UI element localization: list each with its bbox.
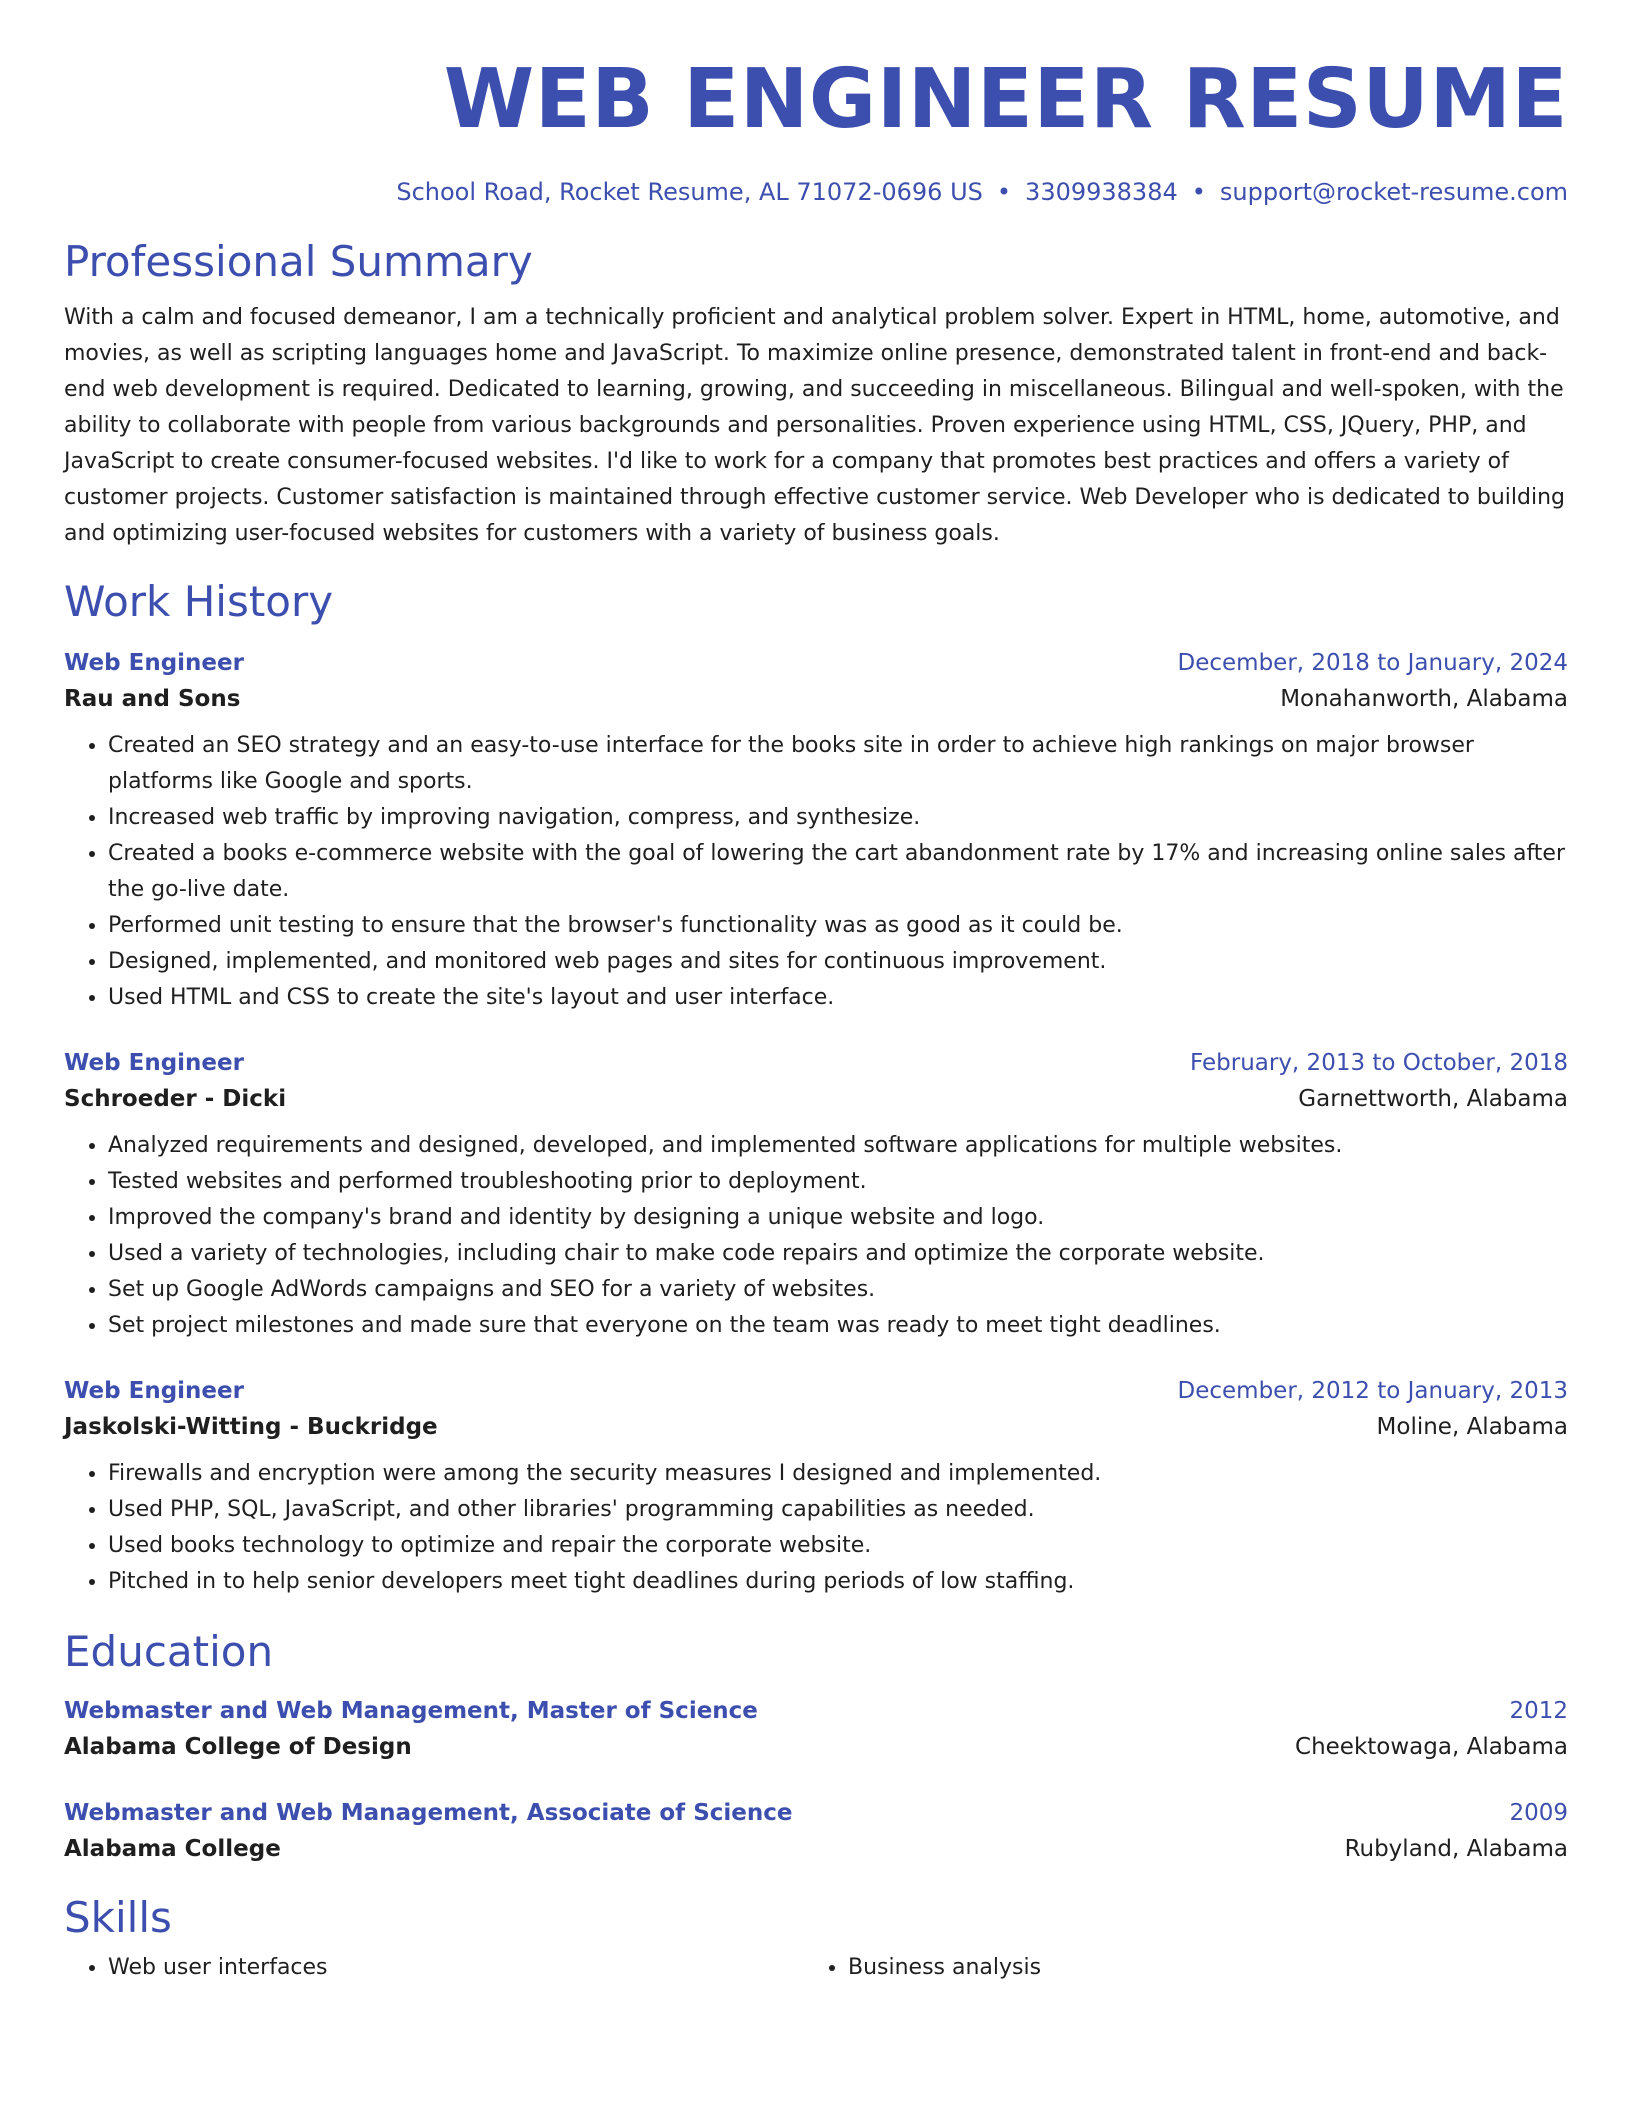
school-location: Rubyland, Alabama — [1344, 1836, 1568, 1862]
degree-name: Webmaster and Web Management, Associate of Science — [64, 1800, 793, 1826]
contact-line — [64, 176, 1568, 208]
school-location: Cheektowaga, Alabama — [1295, 1734, 1568, 1760]
job-role: Web Engineer — [64, 1050, 244, 1076]
job-bullets — [64, 728, 1568, 1016]
school-name: Alabama College — [64, 1836, 281, 1862]
skills-column-left — [64, 1950, 804, 1986]
education-section — [64, 1626, 1568, 1868]
education-entry — [64, 1796, 1568, 1868]
job-bullet: • Analyzed requirements and designed, developed, and implemented software applications for multiple websites. — [108, 1128, 1568, 1164]
job-entry — [64, 1374, 1568, 1600]
job-company: Jaskolski-Witting - Buckridge — [64, 1414, 438, 1440]
resume-title: WEB ENGINEER RESUME — [443, 52, 1568, 147]
resume-header — [64, 0, 1568, 208]
summary-text: With a calm and focused demeanor, I am a technically proficient and analytical problem solver. Expert in HTML, home, automotive, and movies, as well as scripting languages home and JavaScript. To maximize online presence, demonstrated talent in front-end and back-end web development is required. Dedicated to learning, growing, and succeeding in miscellaneous. Bilingual and well-spoken, with the ability to collaborate with people from various backgrounds and personalities. Proven experience using HTML, CSS, JQuery, PHP, and JavaScript to create consumer-focused websites. I'd like to work for a company that promotes best practices and offers a variety of customer projects. Customer satisfaction is maintained through effective customer service. Web Developer who is dedicated to building and optimizing user-focused websites for customers with a variety of business goals. — [64, 305, 1565, 546]
job-company: Schroeder - Dicki — [64, 1086, 287, 1112]
job-location: Garnettworth, Alabama — [1298, 1086, 1568, 1112]
job-company: Rau and Sons — [64, 686, 241, 712]
job-bullet: • Set project milestones and made sure that everyone on the team was ready to meet tight deadlines. — [108, 1308, 1568, 1344]
contact-phone: 3309938384 — [1025, 178, 1178, 206]
section-title-education: Education — [64, 1627, 274, 1676]
job-entry — [64, 1046, 1568, 1344]
degree-name: Webmaster and Web Management, Master of Science — [64, 1698, 758, 1724]
job-bullet: • Used books technology to optimize and repair the corporate website. — [108, 1528, 1568, 1564]
job-dates: February, 2013 to October, 2018 — [1190, 1050, 1568, 1076]
job-bullet: • Set up Google AdWords campaigns and SEO for a variety of websites. — [108, 1272, 1568, 1308]
job-location: Moline, Alabama — [1376, 1414, 1568, 1440]
job-bullet: • Designed, implemented, and monitored web pages and sites for continuous improvement. — [108, 944, 1568, 980]
job-location: Monahanworth, Alabama — [1280, 686, 1568, 712]
job-bullet: • Increased web traffic by improving navigation, compress, and synthesize. — [108, 800, 1568, 836]
job-bullets — [64, 1128, 1568, 1344]
job-bullet: • Created a books e-commerce website with the goal of lowering the cart abandonment rate by 17% and increasing online sales after the go-live date. — [108, 836, 1568, 908]
school-name: Alabama College of Design — [64, 1734, 412, 1760]
job-entry — [64, 646, 1568, 1016]
degree-year: 2009 — [1509, 1800, 1568, 1826]
job-bullet: • Improved the company's brand and identity by designing a unique website and logo. — [108, 1200, 1568, 1236]
contact-address: School Road, Rocket Resume, AL 71072-0696 US — [396, 178, 983, 206]
education-entry — [64, 1694, 1568, 1766]
section-title-skills: Skills — [64, 1893, 172, 1942]
skill-item: • Web user interfaces — [108, 1950, 804, 1986]
section-title-summary: Professional Summary — [64, 237, 533, 286]
job-dates: December, 2012 to January, 2013 — [1177, 1378, 1568, 1404]
job-bullet: • Firewalls and encryption were among the security measures I designed and implemented. — [108, 1456, 1568, 1492]
skill-item: • Business analysis — [848, 1950, 1544, 1986]
contact-separator: • — [1191, 178, 1206, 206]
section-title-work-history: Work History — [64, 577, 334, 626]
job-bullet: • Created an SEO strategy and an easy-to-use interface for the books site in order to achieve high rankings on major browser platforms like Google and sports. — [108, 728, 1568, 800]
job-bullets — [64, 1456, 1568, 1600]
job-bullet: • Pitched in to help senior developers meet tight deadlines during periods of low staffing. — [108, 1564, 1568, 1600]
skills-section — [64, 1892, 1568, 1986]
skills-column-right — [804, 1950, 1544, 1986]
skills-grid — [64, 1950, 1568, 1986]
job-bullet: • Used HTML and CSS to create the site's layout and user interface. — [108, 980, 1568, 1016]
job-bullet: • Used PHP, SQL, JavaScript, and other libraries' programming capabilities as needed. — [108, 1492, 1568, 1528]
contact-separator: • — [996, 178, 1012, 206]
job-role: Web Engineer — [64, 650, 244, 676]
contact-email: support@rocket-resume.com — [1219, 178, 1568, 206]
job-dates: December, 2018 to January, 2024 — [1177, 650, 1568, 676]
job-bullet: • Tested websites and performed troubleshooting prior to deployment. — [108, 1164, 1568, 1200]
degree-year: 2012 — [1509, 1698, 1568, 1724]
job-role: Web Engineer — [64, 1378, 244, 1404]
job-bullet: • Used a variety of technologies, including chair to make code repairs and optimize the corporate website. — [108, 1236, 1568, 1272]
work-history-section — [64, 576, 1568, 1600]
job-bullet: • Performed unit testing to ensure that the browser's functionality was as good as it could be. — [108, 908, 1568, 944]
summary-section — [64, 236, 1568, 552]
